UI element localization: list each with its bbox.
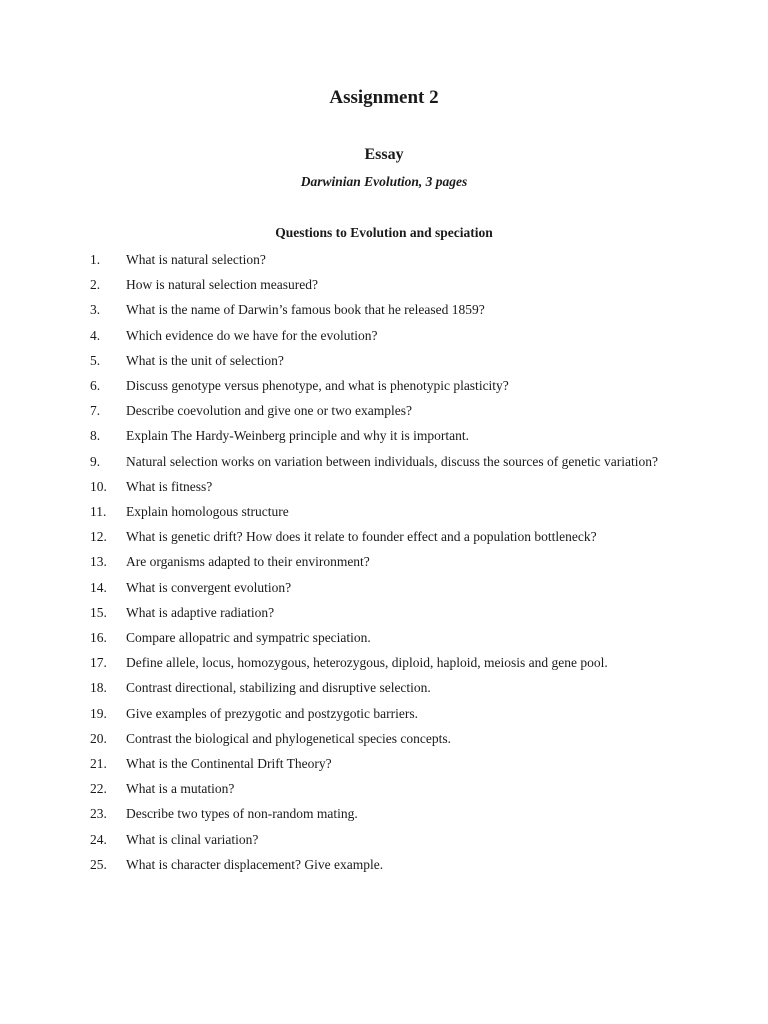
question-number: 12. (90, 529, 107, 545)
question-text: Describe coevolution and give one or two examples? (126, 403, 413, 419)
question-number: 23. (90, 806, 107, 822)
question-text: What is fitness? (126, 478, 213, 494)
question-number: 25. (90, 856, 107, 872)
question-text: What is the Continental Drift Theory? (126, 756, 332, 772)
assignment-details: Darwinian Evolution, 3 pages (300, 174, 468, 189)
question-number: 13. (90, 554, 107, 570)
question-item (0, 247, 768, 272)
question-text: What is adaptive radiation? (126, 604, 275, 620)
question-text: Contrast directional, stabilizing and disruptive selection. (126, 680, 431, 696)
question-item (0, 751, 768, 776)
question-number: 14. (90, 579, 107, 595)
question-number: 11. (90, 504, 107, 520)
question-number: 1. (90, 252, 101, 267)
question-text: What is convergent evolution? (126, 579, 292, 595)
question-text: What is the unit of selection? (126, 352, 284, 368)
question-item (0, 625, 768, 650)
question-text: How is natural selection measured? (126, 277, 318, 293)
question-number: 8. (90, 428, 101, 444)
question-number: 17. (90, 655, 107, 671)
question-number: 20. (90, 730, 107, 746)
question-text: What is character displacement? Give example. (126, 856, 384, 872)
question-item (0, 297, 768, 322)
question-item (0, 373, 768, 398)
question-text: Define allele, locus, homozygous, heterozygous, diploid, haploid, meiosis and gene pool. (126, 655, 608, 671)
question-text: Are organisms adapted to their environment? (126, 554, 370, 570)
question-text: Explain homologous structure (126, 504, 289, 520)
question-item (0, 675, 768, 700)
question-number: 22. (90, 781, 107, 797)
question-item (0, 701, 768, 726)
question-item (0, 449, 768, 474)
question-item (0, 575, 768, 600)
question-text: What is genetic drift? How does it relate to founder effect and a population bottleneck? (126, 529, 597, 545)
question-text: Give examples of prezygotic and postzygotic barriers. (126, 705, 419, 721)
question-number: 3. (90, 302, 101, 318)
question-number: 15. (90, 604, 107, 620)
question-text: Contrast the biological and phylogenetical species concepts. (126, 730, 452, 746)
question-item (0, 650, 768, 675)
question-text: Compare allopatric and sympatric speciation. (126, 630, 371, 646)
question-text: Describe two types of non-random mating. (126, 806, 358, 822)
question-number: 21. (90, 756, 107, 772)
question-list (0, 247, 768, 877)
question-item (0, 600, 768, 625)
question-number: 2. (90, 277, 101, 293)
question-item (0, 272, 768, 297)
question-text: What is the name of Darwin’s famous book that he released 1859? (126, 302, 485, 318)
question-item (0, 499, 768, 524)
question-item (0, 524, 768, 549)
question-number: 5. (90, 352, 101, 368)
question-number: 24. (90, 831, 107, 847)
question-number: 4. (90, 327, 101, 343)
question-text: What is natural selection? (126, 252, 266, 267)
question-number: 10. (90, 478, 107, 494)
question-text: Which evidence do we have for the evolution? (126, 327, 378, 343)
question-number: 9. (90, 453, 101, 469)
question-item (0, 726, 768, 751)
question-text: What is a mutation? (126, 781, 235, 797)
question-item (0, 323, 768, 348)
question-item (0, 776, 768, 801)
page-title: Assignment 2 (329, 87, 439, 108)
question-text: What is clinal variation? (126, 831, 259, 847)
question-item (0, 852, 768, 877)
question-number: 6. (90, 378, 101, 394)
question-text: Explain The Hardy-Weinberg principle and why it is important. (126, 428, 469, 444)
question-item (0, 549, 768, 574)
question-text: Discuss genotype versus phenotype, and what is phenotypic plasticity? (126, 378, 509, 394)
question-item (0, 801, 768, 826)
question-item (0, 423, 768, 448)
section-heading: Questions to Evolution and speciation (275, 225, 493, 240)
question-item (0, 348, 768, 373)
question-number: 19. (90, 705, 107, 721)
question-item (0, 474, 768, 499)
question-item (0, 827, 768, 852)
question-text: Natural selection works on variation between individuals, discuss the sources of genetic variation? (126, 453, 658, 469)
question-number: 18. (90, 680, 107, 696)
page-subtitle: Essay (364, 146, 404, 163)
question-item (0, 398, 768, 423)
question-number: 16. (90, 630, 107, 646)
question-number: 7. (90, 403, 101, 419)
